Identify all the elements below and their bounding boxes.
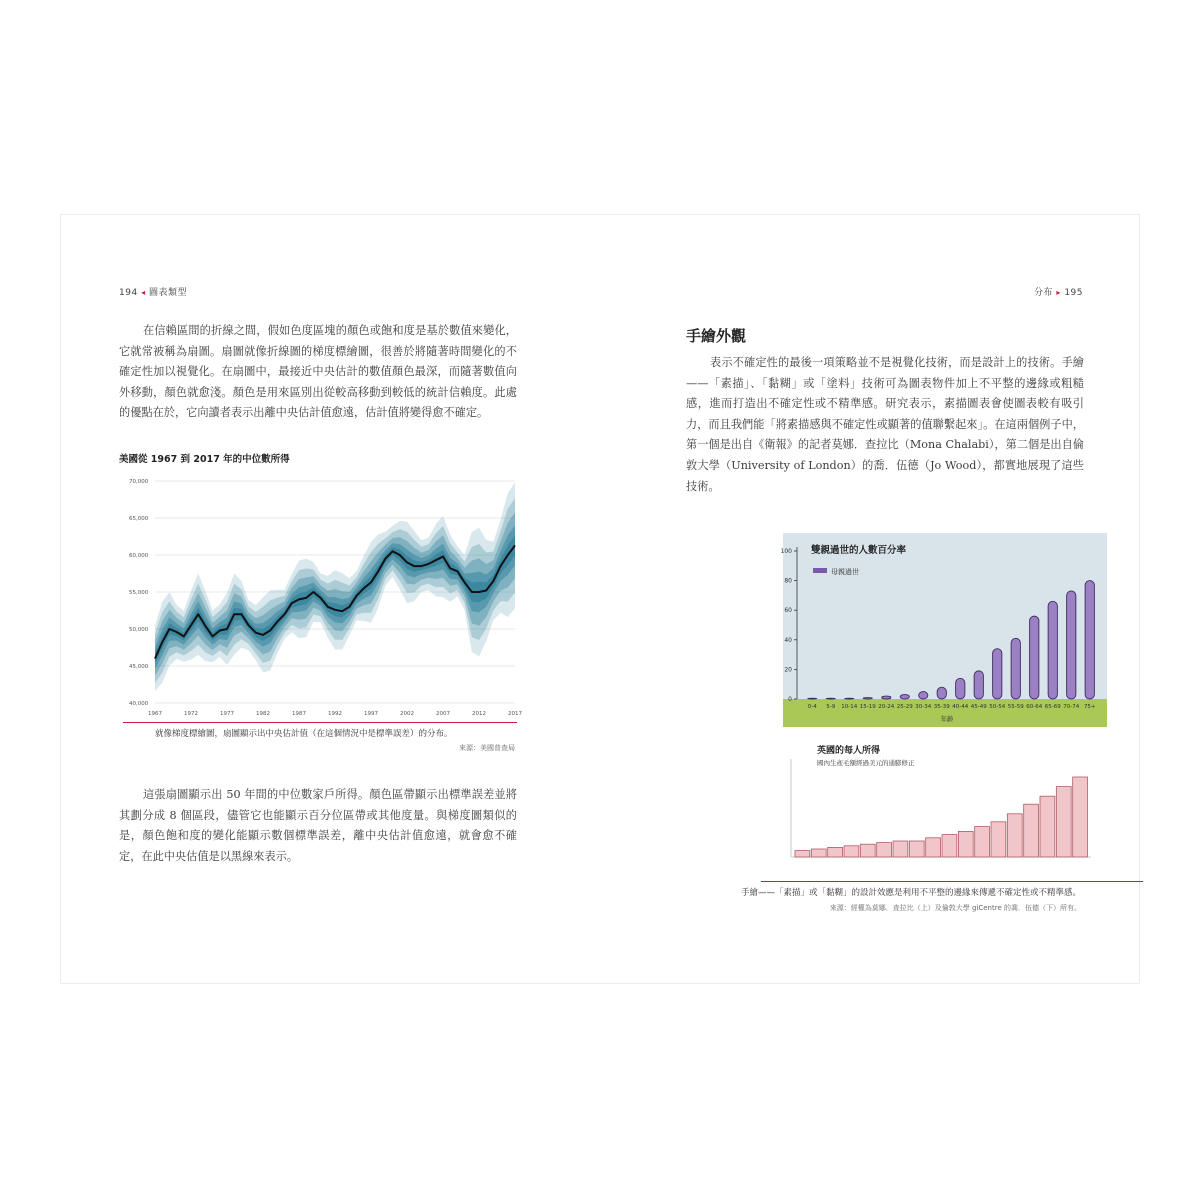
bar: [811, 849, 826, 857]
y-tick-label: 65,000: [129, 516, 149, 522]
bar: [993, 649, 1002, 699]
sketch-chart-title: 雙親過世的人數百分率: [811, 545, 907, 556]
y-tick-label: 20: [784, 666, 792, 674]
x-tick-label: 1972: [184, 711, 198, 717]
bar: [909, 841, 924, 857]
bar: [937, 687, 946, 699]
hand-chart-source: 來源：經權為莫娜．查拉比（上）及倫敦大學 giCentre 的喬．伍德（下）所有。: [829, 904, 1081, 912]
chapter-title: 分布: [1034, 288, 1054, 298]
income-chart-title: 英國的每人所得: [817, 746, 881, 756]
y-tick-label: 0: [788, 696, 792, 703]
right-running-head: [1034, 285, 1083, 298]
x-tick-label: 1992: [328, 711, 342, 717]
x-tick-label: 60-64: [1026, 704, 1043, 710]
bar: [877, 843, 892, 857]
bar: [956, 678, 965, 699]
x-tick-label: 50-54: [989, 704, 1006, 710]
y-tick-label: 40: [784, 636, 792, 644]
bar: [1067, 591, 1076, 699]
right-paragraph: 表示不確定性的最後一項策略並不是視覺化技術，而是設計上的技術。手繪——「素描」、「黏糊」或「塗料」技術可為圖表物件加上不平整的邊緣或粗糙感，進而打造出不確定性或不精準感。研究表示，素描圖表會使圖表較有吸引力，而且我們能「將素描感與不確定性或顯著的值聯繫起來」。在這兩個例子中，第一個是出自《衛報》的記者莫娜．查拉比（Mona Chalabi），第二個是出自倫敦大學（University of London）的喬．伍德（Jo Wood），都實地展現了這些技術。: [686, 356, 1084, 493]
bar: [958, 831, 973, 857]
bar: [900, 695, 909, 699]
left-paragraph-2: 這張扇圖顯示出 50 年間的中位數家戶所得。顏色區帶顯示出標準誤差並將其劃分成 8 個區段，儘管它也能顯示百分位區帶或其他度量。與梯度圖類似的是，顏色飽和度的變化能顯示數個標準誤差，離中央估計值愈遠，就會愈不確定，在此中央估值是以黑線來表示。: [119, 788, 517, 863]
caption-rule: [123, 722, 517, 723]
x-tick-label: 30-34: [915, 704, 932, 710]
x-tick-label: 2012: [472, 711, 486, 717]
bar: [942, 835, 957, 857]
legend-swatch: [813, 568, 827, 573]
y-tick-label: 60: [784, 607, 792, 615]
y-tick-label: 40,000: [129, 701, 149, 707]
x-tick-label: 2007: [436, 711, 450, 717]
left-page: [61, 215, 601, 985]
x-tick-label: 20-24: [878, 704, 895, 710]
hand-drawn-charts: [761, 531, 1141, 876]
x-tick-label: 1997: [364, 711, 378, 717]
caption-rule: [761, 881, 1143, 882]
y-tick-label: 100: [780, 548, 792, 555]
y-tick-label: 45,000: [129, 664, 149, 670]
bar: [919, 692, 928, 699]
y-tick-label: 55,000: [129, 590, 149, 596]
x-tick-label: 1977: [220, 711, 234, 717]
book-spread: [60, 214, 1140, 984]
bar: [1007, 814, 1022, 857]
x-tick-label: 1987: [292, 711, 306, 717]
y-tick-label: 60,000: [129, 553, 149, 559]
y-tick-label: 70,000: [129, 479, 149, 485]
bar: [893, 841, 908, 857]
x-tick-label: 35-39: [933, 704, 950, 710]
x-tick-label: 1967: [148, 711, 162, 717]
left-running-head: [119, 285, 187, 298]
right-arrow-icon: ▸: [1056, 288, 1061, 297]
bar: [1085, 581, 1094, 699]
x-tick-label: 40-44: [952, 704, 969, 710]
page-number: 195: [1064, 288, 1083, 298]
bar: [882, 696, 891, 699]
bar: [863, 698, 872, 699]
bar: [1011, 638, 1020, 699]
bar: [1048, 601, 1057, 699]
sketch-chart-xlabel: 年齡: [940, 715, 954, 723]
fan-chart: [107, 471, 527, 717]
legend-label: 母親過世: [831, 568, 859, 576]
x-tick-label: 1982: [256, 711, 270, 717]
x-tick-label: 5-9: [826, 704, 836, 710]
bar: [795, 851, 810, 857]
left-paragraph-1: 在信賴區間的折線之間，假如色度區塊的顏色或飽和度是基於數值來變化，它就常被稱為扇圖。扇圖就像折線圖的梯度標繪圖，很善於將隨著時間變化的不確定性加以視覺化。在扇圖中，最接近中央估計的數值顏色最深，而隨著數值向外移動，顏色就愈淺。顏色是用來區別出從較高移動到較低的統計信賴度。此處的優點在於，它向讀者表示出離中央估計值愈遠，估計值將變得愈不確定。: [119, 324, 517, 420]
x-tick-label: 70-74: [1063, 704, 1080, 710]
x-tick-label: 2017: [508, 711, 522, 717]
income-chart-subtitle: 國內生產毛額經過美元的通膨修正: [817, 759, 915, 767]
bar: [974, 671, 983, 699]
bar: [991, 822, 1006, 857]
page-number: 194: [119, 288, 138, 298]
bar: [860, 844, 875, 857]
x-tick-label: 15-19: [859, 704, 876, 710]
bar: [844, 846, 859, 857]
x-tick-label: 2002: [400, 711, 414, 717]
right-page: [601, 215, 1141, 985]
x-tick-label: 55-59: [1007, 704, 1024, 710]
bar: [1040, 796, 1055, 857]
x-tick-label: 25-29: [896, 704, 913, 710]
fan-chart-caption: 就像梯度標繪圖，扇圖顯示出中央估計值（在這個情況中是標準誤差）的分布。: [155, 729, 453, 739]
bar: [1030, 616, 1039, 699]
y-tick-label: 80: [784, 577, 792, 585]
bar: [1024, 804, 1039, 857]
x-tick-label: 10-14: [841, 704, 858, 710]
y-tick-label: 50,000: [129, 627, 149, 633]
x-tick-label: 65-69: [1044, 704, 1061, 710]
bar: [828, 847, 843, 857]
bar: [975, 827, 990, 857]
hand-chart-caption: 手繪——「素描」或「黏糊」的設計效應是利用不平整的邊緣來傳遞不確定性或不精準感。: [741, 888, 1082, 898]
bar: [1073, 777, 1088, 857]
fan-chart-source: 來源：美國普查局: [459, 744, 515, 752]
bar: [826, 698, 835, 699]
x-tick-label: 45-49: [970, 704, 987, 710]
bar: [926, 838, 941, 857]
bar: [845, 698, 854, 699]
chapter-title: 圖表類型: [148, 288, 187, 298]
x-tick-label: 0-4: [807, 704, 817, 710]
bar: [1056, 787, 1071, 857]
section-title: 手繪外觀: [686, 327, 747, 345]
fan-chart-title: 美國從 1967 到 2017 年的中位數所得: [119, 454, 290, 465]
left-arrow-icon: ◂: [141, 288, 146, 297]
bar: [808, 698, 817, 699]
x-tick-label: 75+: [1083, 704, 1096, 710]
